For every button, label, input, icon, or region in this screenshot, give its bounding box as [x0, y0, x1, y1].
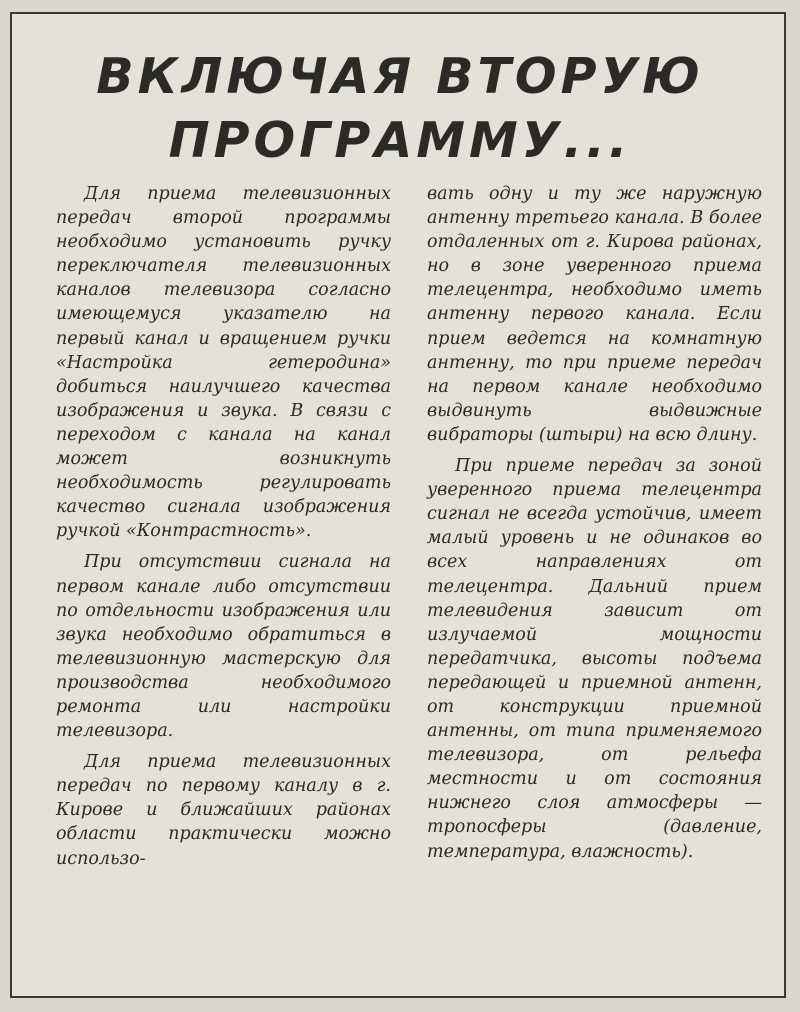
newspaper-clipping — [10, 12, 786, 998]
paragraph-3: Для приема телевизионных передач по первому каналу в г. Кирове и ближайших районах области практически можно использо- — [56, 752, 391, 869]
headline-line-1: ВКЛЮЧАЯ ВТОРУЮ — [96, 48, 704, 105]
paragraph-3-continued: вать одну и ту же наружную антенну третьего канала. В более отдаленных от г. Кирова районах, но в зоне уверенного приема телецентра, необходимо иметь антенну первого канала. Если прием ведется на комнатную антенну, то при приеме передач на первом канале необходимо выдвинуть выдвижные вибраторы (штыри) на всю длину. — [427, 184, 762, 445]
article-right-column — [427, 182, 762, 871]
article-left-column — [56, 182, 391, 878]
paragraph-1: Для приема телевизионных передач второй программы необходимо установить ручку переключателя телевизионных каналов телевизора согласно имеющемуся указателю на первый канал и вращением ручки «Настройка гетеродина» добиться наилучшего качества изображения и звука. В связи с переходом с канала на канал может возникнуть необходимость регулировать качество сигнала изображения ручкой «Контрастность». — [56, 184, 391, 542]
paragraph-2: При отсутствии сигнала на первом канале либо отсутствии по отдельности изображения или звука необходимо обратиться в телевизионную мастерскую для производства необходимого ремонта или настройки телевизора. — [56, 552, 391, 742]
headline-line-2: ПРОГРАММУ... — [168, 112, 632, 169]
paragraph-4: При приеме передач за зоной уверенного приема телецентра сигнал не всегда устойчив, имеет малый уровень и не одинаков во всех направлениях от телецентра. Дальний прием телевидения зависит от излучаемой мощности передатчика, высоты подъема передающей и приемной антенн, от конструкции приемной антенны, от типа применяемого телевизора, от рельефа местности и от состояния нижнего слоя атмосферы — тропосферы (давление, температура, влажность). — [427, 456, 762, 862]
